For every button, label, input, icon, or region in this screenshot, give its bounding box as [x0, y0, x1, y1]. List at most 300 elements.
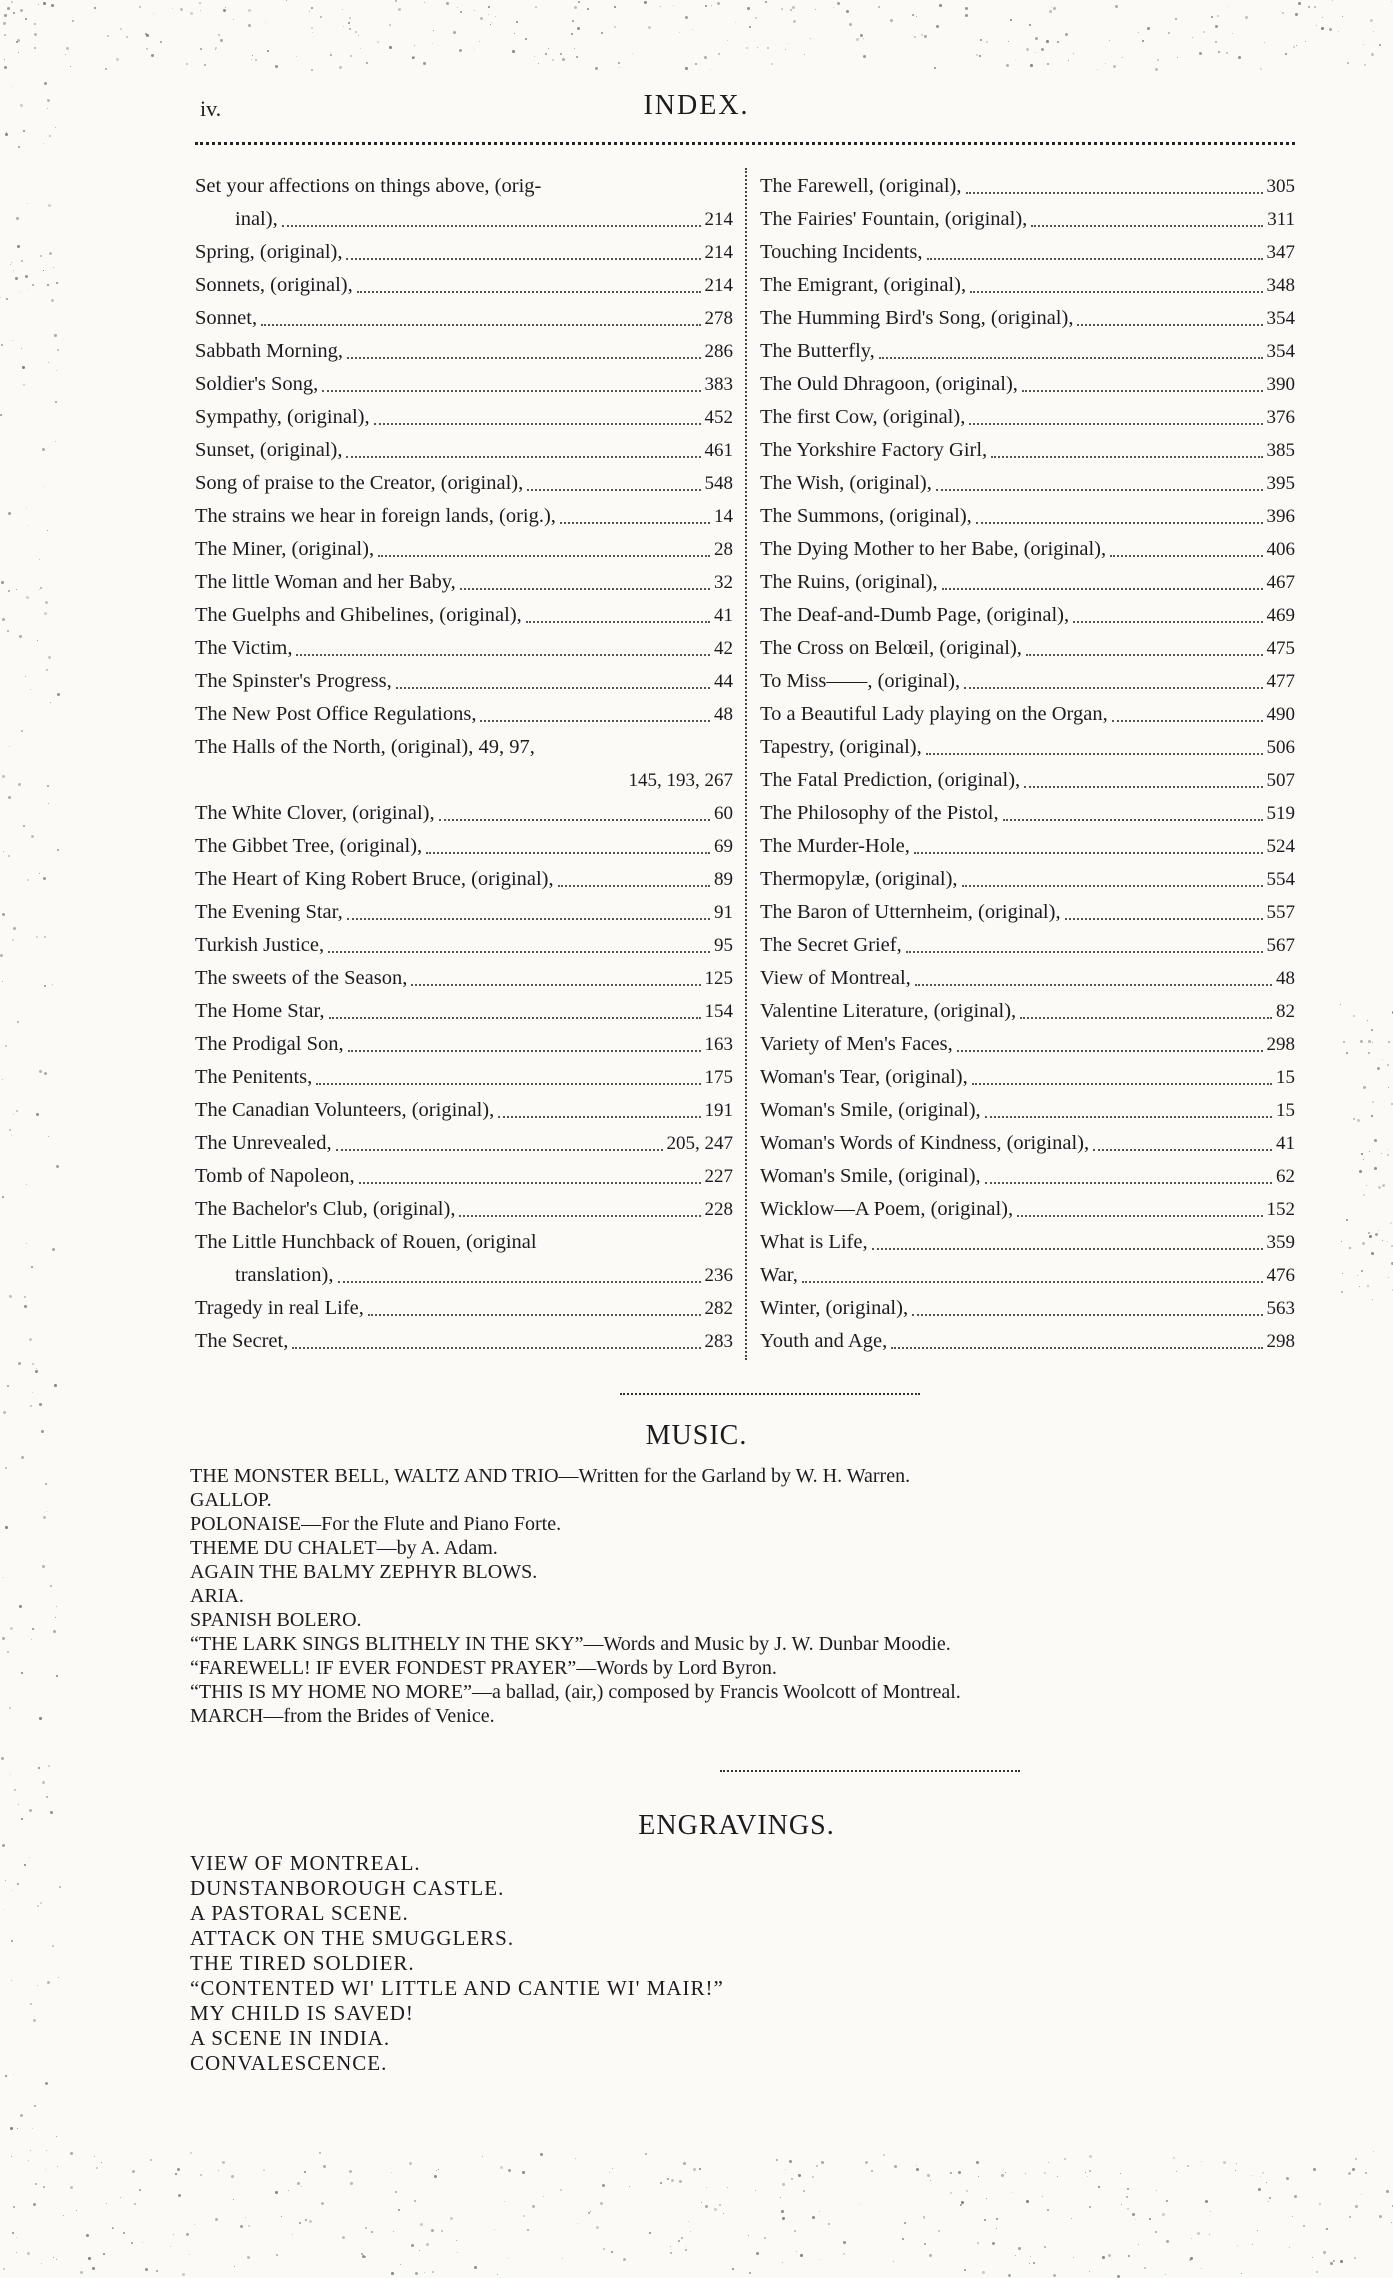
entry-title: Song of praise to the Creator, (original),: [195, 467, 523, 500]
scan-speck: [377, 41, 379, 43]
scan-speck: [420, 2223, 423, 2226]
scan-speck: [950, 2192, 952, 2194]
entry-page: 125: [705, 962, 734, 995]
scan-speck: [1262, 2172, 1264, 2174]
scan-speck: [704, 56, 707, 59]
entry-title: The Secret Grief,: [760, 929, 902, 962]
index-entry: [760, 203, 1295, 236]
scan-speck: [43, 143, 44, 144]
index-entry: [760, 896, 1295, 929]
scan-speck: [1362, 1242, 1365, 1245]
index-entry: [760, 995, 1295, 1028]
index-entry: [760, 698, 1295, 731]
index-entry: [195, 500, 733, 533]
scan-speck: [938, 2230, 940, 2232]
dot-leader: [1073, 621, 1262, 623]
scan-speck: [56, 1165, 59, 1168]
engraving-item: VIEW OF MONTREAL.: [190, 1850, 724, 1875]
scan-speck: [525, 38, 527, 40]
dot-leader: [942, 588, 1263, 590]
dot-leader: [927, 258, 1263, 260]
index-entry: [195, 203, 733, 236]
entry-title: The Yorkshire Factory Girl,: [760, 434, 987, 467]
dot-leader: [1026, 654, 1263, 656]
scan-speck: [538, 63, 539, 64]
entry-page: 298: [1267, 1028, 1296, 1061]
scan-speck: [705, 5, 707, 7]
scan-speck: [459, 49, 462, 52]
entry-page: 354: [1267, 302, 1296, 335]
scan-speck: [7, 7, 10, 10]
scan-speck: [660, 2182, 662, 2184]
dot-leader: [296, 654, 710, 656]
scan-speck: [106, 2203, 107, 2204]
scan-speck: [218, 2170, 219, 2171]
scan-speck: [11, 1, 13, 3]
index-entry: [760, 533, 1295, 566]
scan-speck: [1126, 2196, 1128, 2198]
scan-speck: [916, 2165, 917, 2166]
scan-speck: [601, 32, 603, 34]
scan-speck: [803, 2190, 805, 2192]
scan-speck: [432, 2271, 434, 2273]
scan-speck: [23, 384, 25, 386]
dot-leader: [915, 984, 1272, 986]
scan-speck: [494, 2229, 495, 2230]
scan-speck: [1176, 2171, 1177, 2172]
scan-speck: [231, 2175, 234, 2178]
entry-page: 42: [714, 632, 733, 665]
scan-speck: [44, 936, 46, 938]
dot-leader: [1093, 1149, 1272, 1151]
scan-speck: [150, 2159, 152, 2161]
index-entry: [195, 236, 733, 269]
entry-page: 524: [1267, 830, 1296, 863]
entry-title: The Canadian Volunteers, (original),: [195, 1094, 494, 1127]
entry-page: 490: [1267, 698, 1296, 731]
scan-speck: [996, 2218, 998, 2220]
scan-speck: [66, 47, 69, 50]
scan-speck: [47, 99, 50, 102]
scan-speck: [70, 2186, 73, 2189]
entry-title: What is Life,: [760, 1226, 868, 1259]
scan-speck: [1370, 19, 1373, 22]
scan-speck: [812, 2216, 815, 2219]
scan-speck: [1340, 2260, 1343, 2263]
entry-title: Woman's Smile, (original),: [760, 1094, 981, 1127]
dot-leader: [261, 324, 700, 326]
column-divider: [745, 168, 747, 1360]
scan-speck: [275, 2191, 278, 2194]
entry-title: The Penitents,: [195, 1061, 312, 1094]
scan-speck: [1147, 27, 1150, 30]
scan-speck: [13, 270, 14, 271]
scan-speck: [398, 8, 401, 11]
scan-speck: [409, 2162, 412, 2165]
scan-speck: [1323, 2251, 1326, 2254]
scan-speck: [1203, 31, 1205, 33]
scan-speck: [348, 22, 350, 24]
dot-leader: [1065, 918, 1263, 920]
scan-speck: [1322, 17, 1323, 18]
scan-speck: [200, 10, 201, 11]
dot-leader: [322, 390, 700, 392]
dot-leader: [368, 1314, 701, 1316]
scan-speck: [1379, 44, 1381, 46]
scan-speck: [1372, 1042, 1373, 1043]
entry-page: 214: [705, 203, 734, 236]
music-item: “THE LARK SINGS BLITHELY IN THE SKY”—Words and Music by J. W. Dunbar Moodie.: [190, 1632, 961, 1656]
scan-speck: [32, 284, 34, 286]
scan-speck: [349, 2170, 352, 2173]
scan-speck: [929, 2254, 932, 2257]
entry-title: The Guelphs and Ghibelines, (original),: [195, 599, 522, 632]
scan-speck: [552, 59, 554, 61]
scan-speck: [765, 1, 767, 3]
scan-speck: [1173, 2157, 1175, 2159]
scan-speck: [10, 1774, 11, 1775]
scan-speck: [34, 47, 36, 49]
scan-speck: [248, 2225, 250, 2227]
scan-speck: [76, 2210, 77, 2211]
scan-speck: [56, 2259, 57, 2260]
scan-speck: [55, 1617, 56, 1618]
scan-speck: [474, 49, 475, 50]
scan-speck: [2, 913, 5, 916]
scan-speck: [265, 22, 266, 23]
scan-speck: [1238, 56, 1241, 59]
scan-speck: [24, 1864, 26, 1866]
entry-page: 48: [714, 698, 733, 731]
scan-speck: [966, 2190, 968, 2192]
scan-speck: [11, 1940, 13, 1942]
engraving-item: ATTACK ON THE SMUGGLERS.: [190, 1925, 724, 1950]
scan-speck: [1346, 1052, 1348, 1054]
scan-speck: [480, 17, 483, 20]
scan-speck: [1381, 1153, 1382, 1154]
scan-speck: [632, 53, 633, 54]
entry-title: Youth and Age,: [760, 1325, 887, 1358]
music-item: “FAREWELL! IF EVER FONDEST PRAYER”—Words by Lord Byron.: [190, 1656, 961, 1680]
scan-speck: [927, 2174, 930, 2177]
scan-speck: [1361, 1270, 1363, 1272]
scan-speck: [976, 2161, 979, 2164]
scan-speck: [263, 2169, 265, 2171]
scan-speck: [11, 2156, 12, 2157]
scan-speck: [18, 146, 20, 148]
scan-speck: [13, 12, 15, 14]
scan-speck: [934, 67, 936, 69]
scan-speck: [1089, 2155, 1092, 2158]
scan-speck: [1044, 2172, 1046, 2174]
scan-speck: [1333, 2260, 1335, 2262]
scan-speck: [1201, 2161, 1202, 2162]
scan-speck: [490, 24, 491, 25]
scan-speck: [350, 2182, 353, 2185]
index-entry: [195, 1193, 733, 1226]
scan-speck: [56, 1675, 58, 1677]
entry-title: To a Beautiful Lady playing on the Organ,: [760, 698, 1108, 731]
index-entry: [195, 863, 733, 896]
index-entry: [195, 1259, 733, 1292]
entry-title: Soldier's Song,: [195, 368, 318, 401]
entry-title: The Ruins, (original),: [760, 566, 938, 599]
scan-speck: [1211, 16, 1213, 18]
scan-speck: [36, 1113, 39, 1116]
entry-page: 89: [714, 863, 733, 896]
entry-title: Woman's Smile, (original),: [760, 1160, 981, 1193]
scan-speck: [1010, 19, 1012, 21]
scan-speck: [1361, 2194, 1362, 2195]
music-item: GALLOP.: [190, 1488, 961, 1512]
scan-speck: [7, 1385, 9, 1387]
index-entry: [195, 302, 733, 335]
scan-speck: [535, 6, 537, 8]
index-entry: [760, 632, 1295, 665]
music-item: POLONAISE—For the Flute and Piano Forte.: [190, 1512, 961, 1536]
entry-title: The Deaf-and-Dumb Page, (original),: [760, 599, 1069, 632]
entry-page: 557: [1267, 896, 1296, 929]
scan-speck: [305, 2219, 307, 2221]
index-entry: [195, 797, 733, 830]
scan-speck: [1071, 2218, 1072, 2219]
scan-speck: [151, 54, 154, 57]
entry-title: The Spinster's Progress,: [195, 665, 392, 698]
scan-speck: [245, 2217, 246, 2218]
scan-speck: [1371, 1115, 1373, 1117]
scan-speck: [50, 1585, 52, 1587]
scan-speck: [453, 31, 456, 34]
scan-speck: [810, 38, 811, 39]
scan-speck: [706, 2187, 707, 2188]
scan-speck: [878, 6, 880, 8]
scan-speck: [667, 2178, 669, 2180]
index-entry: [195, 731, 733, 764]
scan-speck: [671, 2179, 674, 2182]
scan-speck: [8, 855, 10, 857]
entry-page: 475: [1267, 632, 1296, 665]
scan-speck: [48, 1765, 50, 1767]
scan-speck: [986, 2198, 987, 2199]
scan-speck: [4, 1909, 5, 1910]
index-entry: [760, 500, 1295, 533]
index-entry: [760, 434, 1295, 467]
scan-speck: [297, 2182, 300, 2185]
scan-speck: [1353, 1118, 1355, 1120]
dot-leader: [426, 852, 710, 854]
index-entry: [195, 698, 733, 731]
scan-speck: [321, 2202, 324, 2205]
scan-speck: [914, 36, 916, 38]
scan-speck: [132, 2170, 135, 2173]
entry-page: 154: [705, 995, 734, 1028]
scan-speck: [55, 401, 57, 403]
scan-speck: [20, 9, 23, 12]
scan-speck: [1386, 2190, 1389, 2193]
scan-speck: [1048, 2162, 1049, 2163]
dot-leader: [1020, 1017, 1272, 1019]
dot-leader: [336, 1149, 663, 1151]
scan-speck: [690, 2231, 691, 2232]
scan-speck: [47, 530, 48, 531]
scan-speck: [52, 1945, 54, 1947]
scan-speck: [1314, 6, 1316, 8]
index-entry: [760, 797, 1295, 830]
scan-speck: [1201, 2268, 1202, 2269]
scan-speck: [0, 954, 3, 957]
scan-speck: [3, 1411, 6, 1414]
scan-speck: [6, 298, 8, 300]
scan-speck: [255, 59, 257, 61]
scan-speck: [43, 486, 44, 487]
index-entry: [760, 401, 1295, 434]
scan-speck: [820, 2259, 821, 2260]
scan-speck: [1359, 1286, 1360, 1287]
scan-speck: [431, 2229, 434, 2232]
index-entry: [760, 1160, 1295, 1193]
entry-title: The Little Hunchback of Rouen, (original: [195, 1226, 537, 1259]
engraving-item: A PASTORAL SCENE.: [190, 1900, 724, 1925]
scan-speck: [94, 7, 96, 9]
index-entry: [195, 929, 733, 962]
index-entry: [195, 599, 733, 632]
scan-speck: [562, 2258, 563, 2259]
dot-leader: [912, 1314, 1262, 1316]
scan-speck: [411, 2244, 414, 2247]
scan-speck: [860, 34, 863, 37]
dot-leader: [891, 1347, 1262, 1349]
scan-speck: [1368, 1040, 1371, 1043]
scan-speck: [281, 2216, 282, 2217]
scan-speck: [419, 2250, 420, 2251]
scan-speck: [199, 2, 201, 4]
scan-speck: [1316, 2271, 1318, 2273]
scan-speck: [491, 22, 492, 23]
entry-title: The Victim,: [195, 632, 292, 665]
index-column-left: [195, 170, 733, 1358]
scan-speck: [645, 2153, 647, 2155]
scan-speck: [800, 2254, 803, 2257]
scan-speck: [600, 2202, 603, 2205]
entry-title: The Cross on Belœil, (original),: [760, 632, 1022, 665]
scan-speck: [793, 20, 796, 23]
scan-speck: [1357, 1119, 1360, 1122]
scan-speck: [145, 2268, 148, 2271]
scan-speck: [56, 2136, 57, 2137]
scan-speck: [1089, 2170, 1091, 2172]
scan-speck: [54, 1384, 57, 1387]
scan-speck: [50, 702, 51, 703]
scan-speck: [894, 2165, 897, 2168]
scan-speck: [311, 69, 313, 71]
scan-speck: [523, 2215, 525, 2217]
scan-speck: [173, 2234, 174, 2235]
scan-speck: [685, 2246, 686, 2247]
entry-title: The Fatal Prediction, (original),: [760, 764, 1020, 797]
scan-speck: [27, 879, 29, 881]
scan-speck: [912, 14, 914, 16]
scan-speck: [27, 2252, 30, 2255]
scan-speck: [916, 16, 917, 17]
scan-speck: [0, 297, 1, 298]
scan-speck: [685, 16, 688, 19]
scan-speck: [94, 2156, 95, 2157]
scan-speck: [2, 981, 3, 982]
music-item: ARIA.: [190, 1584, 961, 1608]
dot-leader: [439, 819, 710, 821]
scan-speck: [522, 2171, 525, 2174]
scan-speck: [28, 525, 29, 526]
scan-speck: [1257, 2230, 1258, 2231]
scan-speck: [247, 2256, 250, 2259]
scan-speck: [764, 2237, 766, 2239]
scan-speck: [695, 63, 697, 65]
entry-page: 506: [1267, 731, 1296, 764]
scan-speck: [37, 1905, 39, 1907]
scan-speck: [1073, 53, 1074, 54]
scan-speck: [220, 39, 223, 42]
scan-speck: [1166, 2240, 1169, 2243]
dot-leader: [526, 621, 710, 623]
scan-speck: [186, 2233, 189, 2236]
entry-page: 469: [1267, 599, 1296, 632]
scan-speck: [47, 284, 49, 286]
entry-page: 476: [1267, 1259, 1296, 1292]
dot-leader: [527, 489, 700, 491]
scan-speck: [678, 2240, 680, 2242]
scan-speck: [979, 55, 981, 57]
scan-speck: [1192, 37, 1193, 38]
entry-title: The White Clover, (original),: [195, 797, 435, 830]
scan-speck: [1128, 2255, 1130, 2257]
dot-leader: [1110, 555, 1262, 557]
scan-speck: [34, 23, 36, 25]
entry-page: 205, 247: [667, 1127, 734, 1160]
scan-speck: [562, 58, 565, 61]
index-entry: [195, 1127, 733, 1160]
scan-speck: [1305, 41, 1306, 42]
entry-title: Set your affections on things above, (orig-: [195, 170, 541, 203]
scan-speck: [1363, 1194, 1365, 1196]
engravings-list: [190, 1850, 724, 2075]
dot-leader: [1077, 324, 1262, 326]
scan-speck: [48, 362, 49, 363]
scan-speck: [612, 2168, 613, 2169]
scan-speck: [1361, 1153, 1363, 1155]
scan-speck: [1210, 2211, 1211, 2212]
scan-speck: [980, 39, 982, 41]
dot-leader: [970, 291, 1262, 293]
scan-speck: [49, 135, 51, 137]
scan-speck: [1033, 2262, 1035, 2264]
entry-title: The Humming Bird's Song, (original),: [760, 302, 1073, 335]
scan-speck: [30, 2150, 31, 2151]
index-entry: [195, 533, 733, 566]
scan-speck: [723, 2213, 724, 2214]
scan-speck: [1340, 1004, 1341, 1005]
scan-speck: [1330, 2262, 1333, 2265]
scan-speck: [474, 2266, 477, 2269]
scan-speck: [86, 2234, 89, 2237]
scan-speck: [1296, 45, 1297, 46]
scan-speck: [349, 17, 351, 19]
scan-speck: [1149, 2218, 1151, 2220]
entry-title: Touching Incidents,: [760, 236, 923, 269]
scan-speck: [1286, 2177, 1289, 2180]
scan-speck: [578, 1, 580, 3]
scan-speck: [5, 1526, 8, 1529]
scan-speck: [1085, 2172, 1086, 2173]
